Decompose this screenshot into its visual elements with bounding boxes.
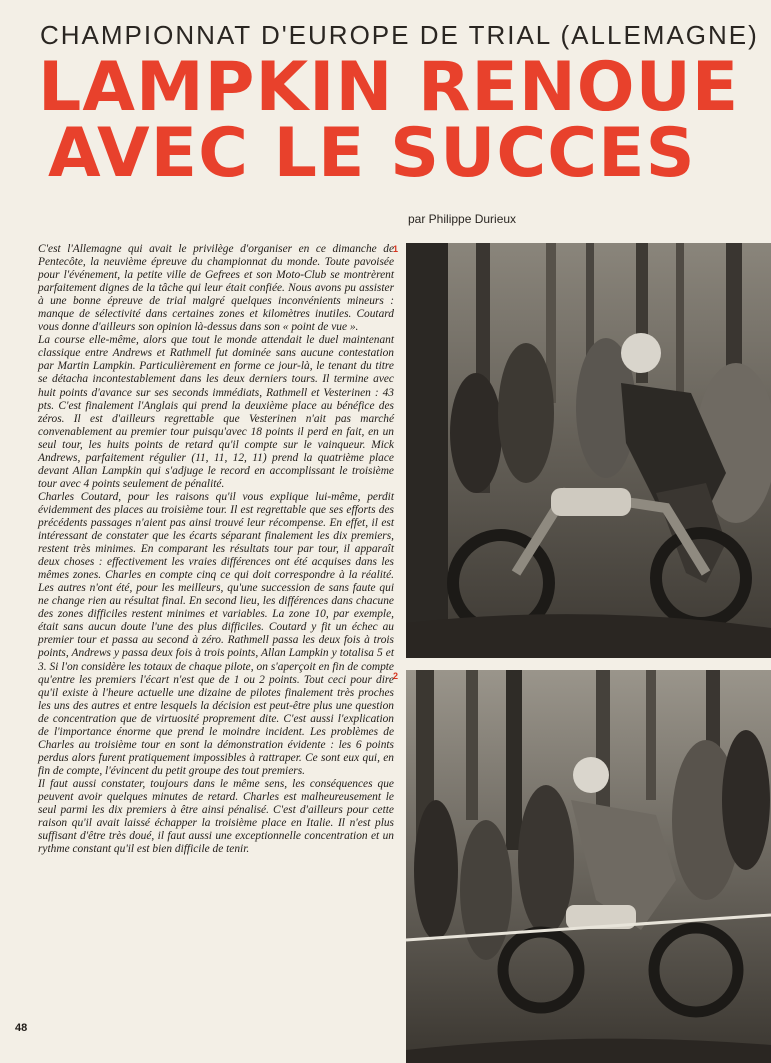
article-body	[38, 243, 394, 856]
photo-2-trial-rider-forest	[406, 670, 771, 1063]
page-number: 48	[15, 1022, 28, 1034]
photo-1-trial-rider	[406, 243, 771, 658]
article-kicker: CHAMPIONNAT D'EUROPE DE TRIAL (ALLEMAGNE)	[40, 20, 759, 50]
paragraph-4: Il faut aussi constater, toujours dans le même sens, les conséquences que peuvent avoir quelques minutes de retard. Charles est malheureusement le seul parmi les dix premiers à être ainsi pénalisé. C'est d'ailleurs pour cette raison qu'il avait laissé échapper la troisième place en Italie. Il n'est plus suffisant d'être très doué, il faut aussi une exceptionnelle concentration et un rythme constant qu'il est bien difficile de tenir.	[38, 777, 394, 856]
figure-1-number: 1	[393, 244, 399, 254]
byline: par Philippe Durieux	[408, 212, 517, 226]
article-headline	[38, 48, 768, 193]
figure-2-number: 2	[393, 671, 399, 681]
paragraph-1: C'est l'Allemagne qui avait le privilège d'organiser en ce dimanche de Pentecôte, la neuvième épreuve du championnat du monde. Toute pavoisée pour l'événement, la petite ville de Gefrees et son Moto-Club se montrèrent parfaitement dignes de la tâche qui leur était confiée. Nous avons pu assister à une bonne épreuve de trial malgré quelques inconvénients mineurs : manque de sélectivité dans certaines zones et kilomètres inutiles. Coutard vous donne d'ailleurs son opinion là-dessus dans son « point de vue ».	[38, 243, 394, 334]
headline-line-2: AVEC LE SUCCES	[48, 114, 696, 193]
paragraph-3: Charles Coutard, pour les raisons qu'il vous explique lui-même, perdit évidemment des places au troisième tour. Il est regrettable que ses efforts des précédents passages n'aient pas ainsi trouvé leur récompense. En effet, il est intéressant de constater que les écarts séparant finalement les dix premiers, restent très minimes. En comparant les résultats tour par tour, il apparaît deux choses : effectivement les vraies différences ont été acquises dans les mêmes zones. Charles en compte cinq ce qui doit correspondre à la réalité. Les autres n'ont été, pour les meilleurs, qu'une succession de sans faute qui ne change rien au résultat final. En second lieu, les différences dans chacune des zones difficiles restent minimes et variables. La zone 10, par exemple, était sans aucun doute l'une des plus difficiles. Coutard y fit un échec au premier tour et passa au second à zéro. Rathmell passa les deux fois à trois points, Andrews y passa deux fois à trois points, Allan Lampkin y totalisa 5 et 3. Si l'on considère les totaux de chaque pilote, on s'aperçoit en fin de compte qu'entre les premiers l'écart n'est que de 1 ou 2 points. Tout ceci pour dire qu'il existe à l'heure actuelle une dizaine de pilotes finalement très proches les uns des autres et entre lesquels la décision est peut-être plus une question de concentration que de virtuosité proprement dite. C'est aussi l'explication de l'importance énorme que prend le moindre incident. Les problèmes de Charles au troisième tour en sont la démonstration évidente : les 6 points perdus alors furent pratiquement impossibles à rattraper. Ce sont eux qui, en fin de compte, l'évincent du petit groupe des tout premiers.	[38, 490, 394, 777]
headline-line-1: LAMPKIN RENOUE	[38, 48, 740, 127]
paragraph-2: La course elle-même, alors que tout le monde attendait le duel maintenant classique entre Andrews et Rathmell fut dominée sans aucune contestation par Martin Lampkin. Particulièrement en forme ce jour-là, le tenant du titre se détacha incontestablement dans les deux derniers tours. Il termine avec huit points d'avance sur ses seconds immédiats, Rathmell et Vesterinen : 43 pts. C'est finalement l'Anglais qui prend la deuxième place au bénéfice des zéros. Il est d'ailleurs regrettable que Vesterinen n'ait pas marché convenablement au premier tour puisqu'avec 18 points il perd en fait, en un seul tour, les huits points de retard qu'il compte sur le vainqueur. Mick Andrews, parfaitement régulier (11, 11, 12, 11) prend la quatrième place devant Allan Lampkin qui s'adjuge le record en accomplissant le troisième tour avec 4 points seulement de pénalité.	[38, 334, 394, 490]
